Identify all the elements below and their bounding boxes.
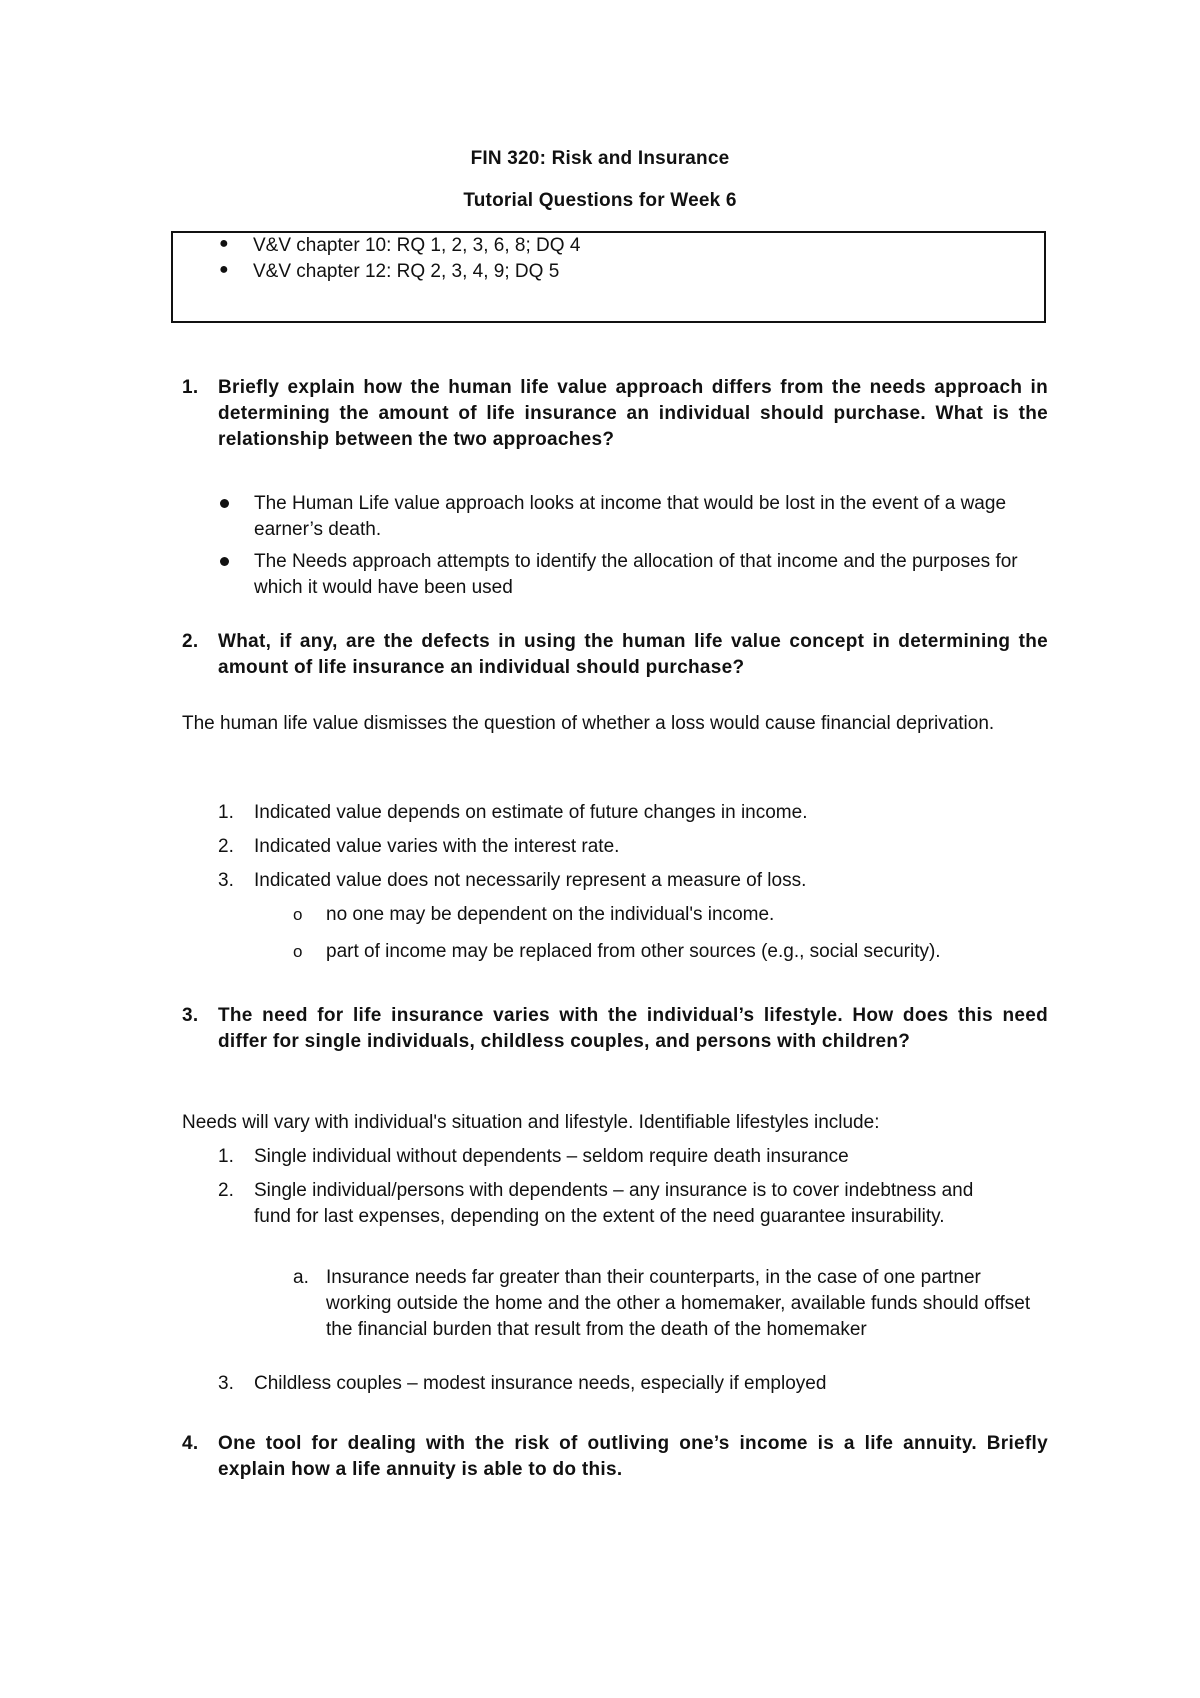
question-2 bbox=[182, 629, 1048, 681]
sub-bullet-icon: o bbox=[293, 905, 303, 924]
bullet-icon: ● bbox=[219, 235, 229, 252]
page-subtitle: Tutorial Questions for Week 6 bbox=[463, 190, 737, 211]
question-text: Briefly explain how the human life value approach differs from the needs approach in determining the amount of life insurance an individual should purchase. What is the relationship between the two approaches? bbox=[218, 377, 1048, 450]
bullet-icon bbox=[220, 557, 229, 566]
list-item: Indicated value depends on estimate of future changes in income. bbox=[254, 802, 808, 823]
sub-list-item: part of income may be replaced from other sources (e.g., social security). bbox=[326, 941, 941, 962]
answer-paragraph: Needs will vary with individual's situation and lifestyle. Identifiable lifestyles include: bbox=[182, 1112, 880, 1133]
bullet-icon bbox=[220, 499, 229, 508]
list-number: 3. bbox=[218, 1373, 234, 1394]
list-number: 2. bbox=[218, 1180, 234, 1201]
sub-bullet-icon: o bbox=[293, 942, 303, 961]
list-number: 1. bbox=[218, 802, 234, 823]
list-item: Single individual without dependents – seldom require death insurance bbox=[254, 1146, 849, 1167]
question-number: 4. bbox=[182, 1433, 199, 1454]
question-3 bbox=[182, 1003, 1048, 1055]
list-number: 1. bbox=[218, 1146, 234, 1167]
question-1 bbox=[182, 375, 1048, 453]
question-text: What, if any, are the defects in using the human life value concept in determining the amount of life insurance an individual should purchase? bbox=[218, 631, 1048, 678]
readings-box bbox=[171, 231, 1046, 323]
list-item: Indicated value varies with the interest rate. bbox=[254, 836, 620, 857]
reading-item: V&V chapter 12: RQ 2, 3, 4, 9; DQ 5 bbox=[253, 261, 560, 282]
answer-bullet: The Human Life value approach looks at income that would be lost in the event of a wage earner’s death. bbox=[254, 493, 1007, 540]
question-4 bbox=[182, 1431, 1048, 1483]
list-item: Indicated value does not necessarily represent a measure of loss. bbox=[254, 870, 807, 891]
question-text: The need for life insurance varies with the individual’s lifestyle. How does this need differ for single individuals, childless couples, and persons with children? bbox=[218, 1005, 1048, 1052]
answer-bullet: The Needs approach attempts to identify the allocation of that income and the purposes for which it would have been used bbox=[254, 551, 1018, 598]
list-item: Single individual/persons with dependents – any insurance is to cover indebtness and fund for last expenses, depending on the extent of the need guarantee insurability. bbox=[254, 1180, 974, 1227]
course-title: FIN 320: Risk and Insurance bbox=[470, 148, 730, 169]
bullet-icon: ● bbox=[219, 261, 229, 278]
list-item: Childless couples – modest insurance needs, especially if employed bbox=[254, 1373, 827, 1394]
answer-paragraph: The human life value dismisses the question of whether a loss would cause financial deprivation. bbox=[182, 713, 995, 734]
question-number: 1. bbox=[182, 377, 199, 398]
question-number: 3. bbox=[182, 1005, 199, 1026]
sub-list-marker: a. bbox=[293, 1267, 309, 1288]
sub-list-item: Insurance needs far greater than their counterparts, in the case of one partner working outside the home and the other a homemaker, available funds should offset the financial burden that result from the death of the homemaker bbox=[326, 1267, 1031, 1340]
reading-item: V&V chapter 10: RQ 1, 2, 3, 6, 8; DQ 4 bbox=[253, 235, 581, 256]
question-text: One tool for dealing with the risk of outliving one’s income is a life annuity. Briefly explain how a life annuity is able to do this. bbox=[218, 1433, 1048, 1480]
list-number: 3. bbox=[218, 870, 234, 891]
sub-list-item: no one may be dependent on the individual's income. bbox=[326, 904, 775, 925]
question-number: 2. bbox=[182, 631, 199, 652]
list-number: 2. bbox=[218, 836, 234, 857]
